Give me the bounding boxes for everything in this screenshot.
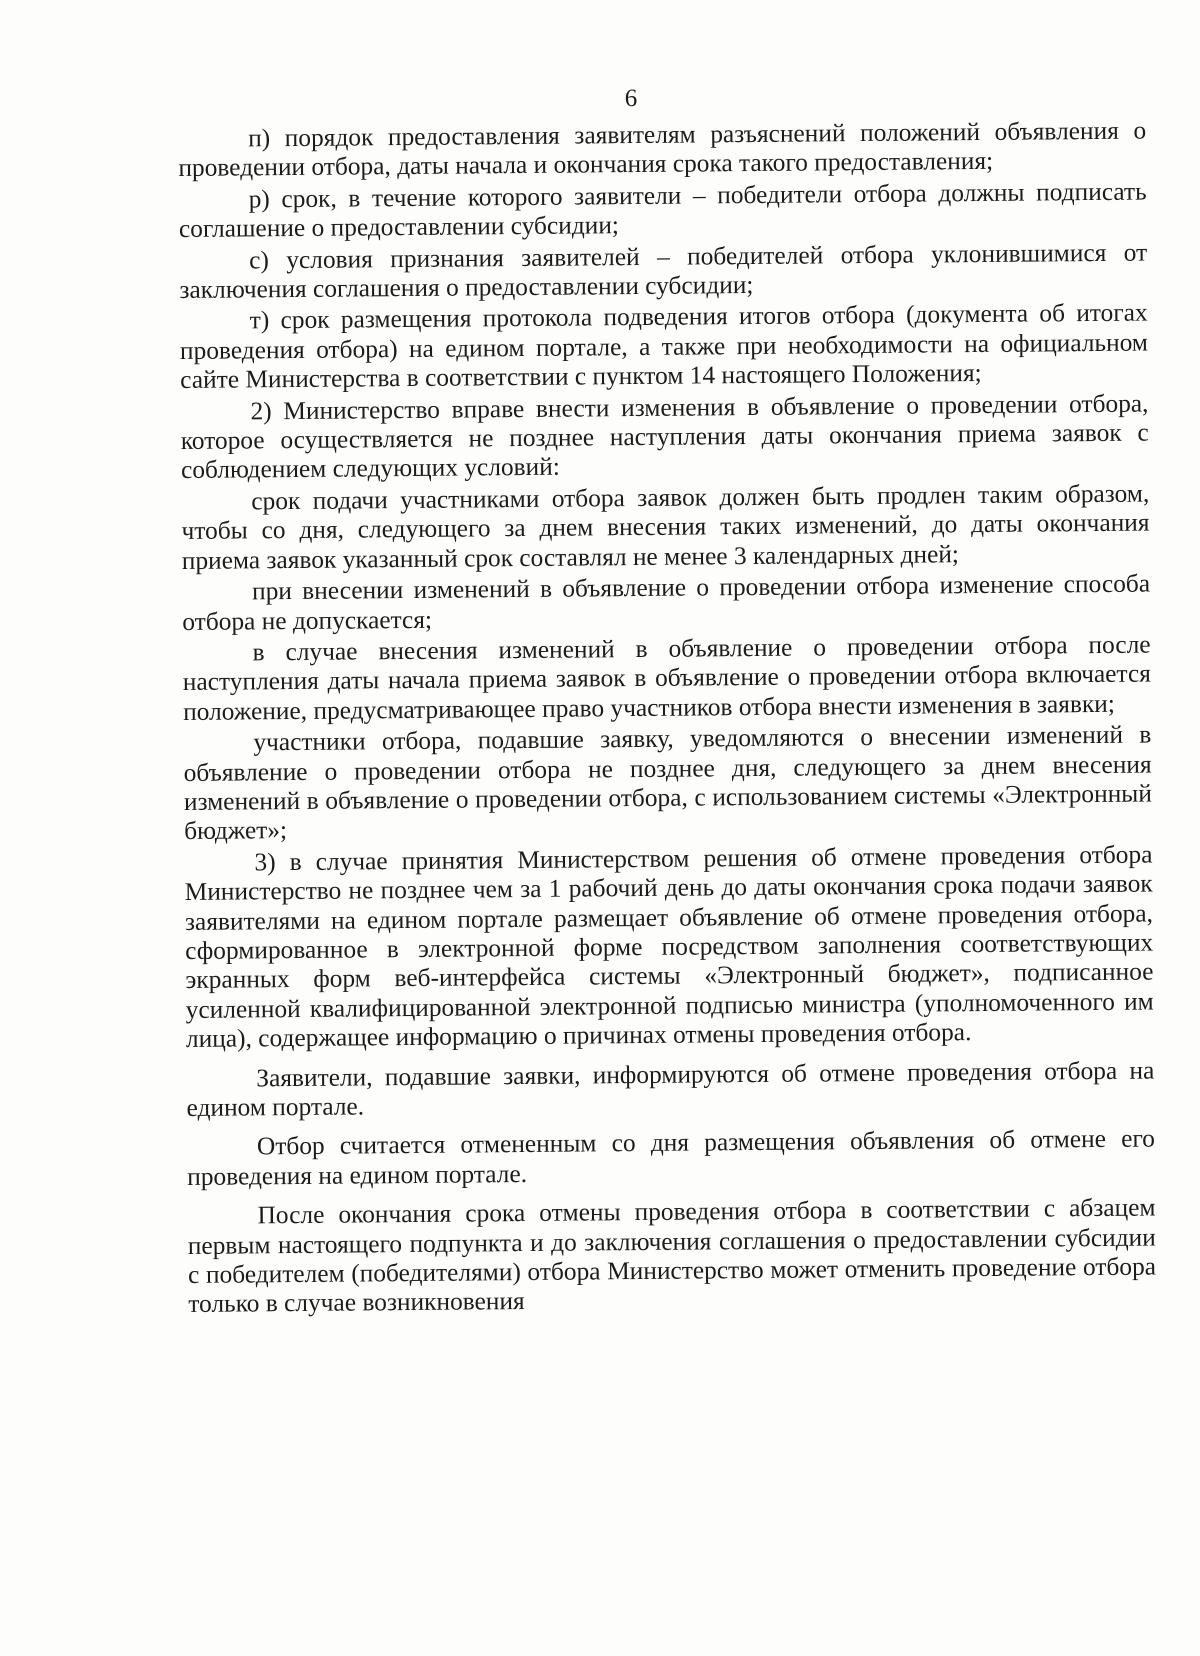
paragraph-notification: участники отбора, подавшие заявку, уведомляются о внесении изменений в объявление о проведении отбора не позднее дня, следующего за днем внесения изменений в объявление о проведении отбора, с использованием системы «Электронный бюджет»;: [183, 720, 1152, 846]
paragraph-t: т) срок размещения протокола подведения итогов отбора (документа об итогах проведения отбора) на едином портале, а также при необходимости на официальном сайте Министерства в соответствии с пунктом 14 настоящего Положения;: [179, 298, 1149, 395]
paragraph-deadline-extension: срок подачи участниками отбора заявок должен быть продлен таким образом, чтобы со дня, следующего за днем внесения таких изменений, до даты окончания приема заявок указанный срок составлял не менее 3 календарных дней;: [181, 479, 1150, 575]
paragraph-method-change: при внесении изменений в объявление о проведении отбора изменение способа отбора не допускается;: [182, 569, 1151, 636]
paragraph-cancelled: Отбор считается отмененным со дня размещения объявления об отмене его проведения на едином портале.: [187, 1124, 1156, 1191]
paragraph-r: р) срок, в течение которого заявители – победители отбора должны подписать соглашение о предоставлении субсидии;: [178, 177, 1147, 244]
paragraph-s: с) условия признания заявителей – победителей отбора уклонившимися от заключения соглашения о предоставлении субсидии;: [179, 238, 1148, 305]
paragraph-after-start: в случае внесения изменений в объявление о проведении отбора после наступления даты начала приема заявок в объявление о проведении отбора включается положение, предусматривающее право участников отбора внести изменения в заявки;: [182, 630, 1151, 726]
paragraph-applicants-informed: Заявители, подавшие заявки, информируются об отмене проведения отбора на едином портале.: [186, 1056, 1155, 1122]
paragraph-p: п) порядок предоставления заявителям разъяснений положений объявления о проведении отбора, даты начала и окончания срока такого предоставления;: [178, 116, 1147, 183]
page-number: 6: [624, 85, 638, 112]
paragraph-after-cancel-period: После окончания срока отмены проведения отбора в соответствии с абзацем первым настоящего подпункта и до заключения соглашения о предоставлении субсидии с победителем (победителями) отбора Министерство может отменить проведение отбора только в случае возникновения: [187, 1193, 1157, 1319]
paragraph-2: 2) Министерство вправе внести изменения в объявление о проведении отбора, которое осуществляется не позднее наступления даты окончания приема заявок с соблюдением следующих условий:: [180, 389, 1149, 485]
document-body: [178, 117, 1156, 1320]
paragraph-3: 3) в случае принятия Министерством решения об отмене проведения отбора Министерство не позднее чем за 1 рабочий день до даты окончания срока подачи заявок заявителями на едином портале размещает объявление об отмене проведения отбора, сформированное в электронной форме посредством заполнения соответствующих экранных форм веб-интерфейса системы «Электронный бюджет», подписанное усиленной квалифицированной электронной подписью министра (уполномоченного им лица), содержащее информацию о причинах отмены проведения отбора.: [184, 840, 1154, 1054]
